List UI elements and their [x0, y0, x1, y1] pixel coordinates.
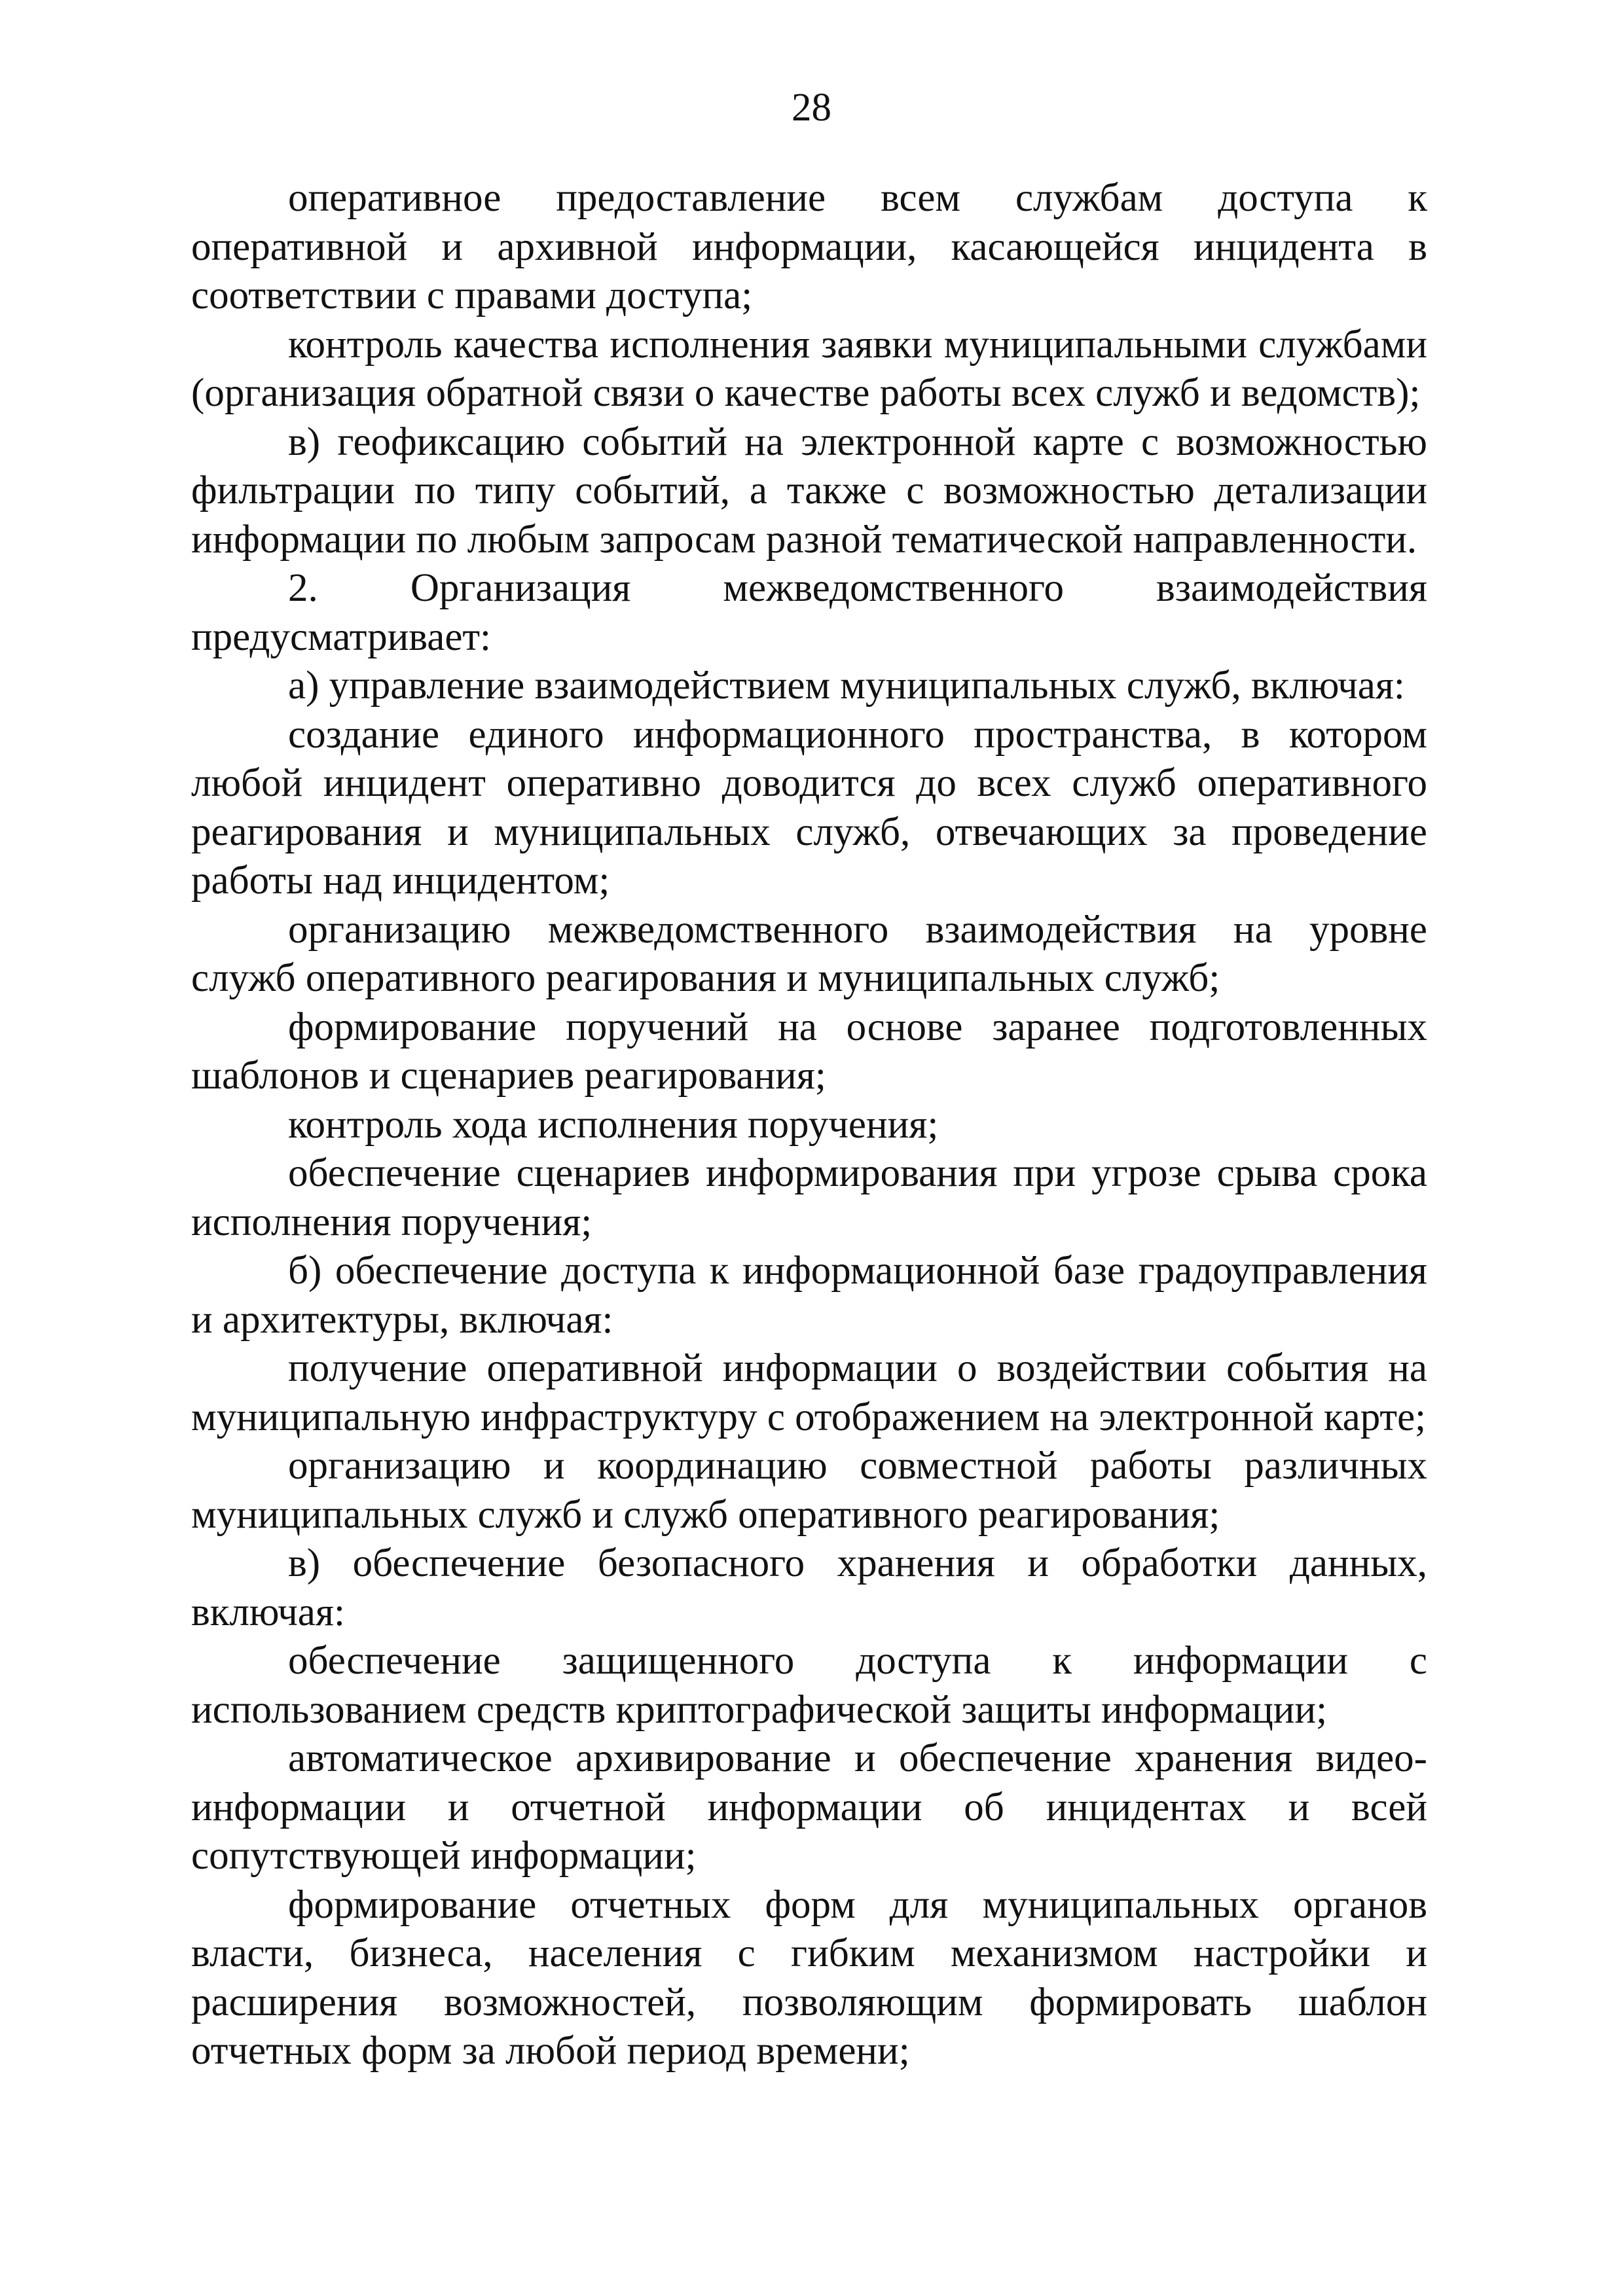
paragraph: организацию межведомственного взаимодействия на уровне служб оперативного реагирования и муниципальных служб;	[191, 907, 1427, 1000]
paragraph: организацию и координацию совместной работы различных муниципальных служб и служб оперативного реагирования;	[191, 1444, 1427, 1537]
paragraph: оперативное предоставление всем службам доступа к оперативной и архивной информации, касающейся инцидента в соответствии с правами доступа;	[191, 176, 1427, 317]
paragraph: контроль качества исполнения заявки муниципальными службами (организация обратной связи о качестве работы всех служб и ведомств);	[191, 322, 1427, 415]
paragraph: 2. Организация межведомственного взаимодействия предусматривает:	[191, 566, 1427, 659]
paragraph: обеспечение защищенного доступа к информации с использованием средств криптографической защиты информации;	[191, 1639, 1427, 1732]
paragraph: формирование отчетных форм для муниципальных органов власти, бизнеса, населения с гибким механизмом настройки и расширения возможностей, позволяющим формировать шаблон отчетных форм за любой период времени;	[191, 1882, 1427, 2073]
paragraph: б) обеспечение доступа к информационной базе градоуправления и архитектуры, включая:	[191, 1249, 1427, 1342]
paragraph: обеспечение сценариев информирования при угрозе срыва срока исполнения поручения;	[191, 1151, 1427, 1244]
paragraph: создание единого информационного пространства, в котором любой инцидент оперативно доводится до всех служб оперативного реагирования и муниципальных служб, отвечающих за проведение работы над инцидентом;	[191, 712, 1427, 903]
paragraph: в) геофиксацию событий на электронной карте с возможностью фильтрации по типу событий, а также с возможностью детализации информации по любым запросам разной тематической направленности.	[191, 420, 1427, 562]
document-body	[191, 174, 1427, 2076]
paragraph: а) управление взаимодействием муниципальных служб, включая:	[288, 664, 1405, 708]
paragraph: автоматическое архивирование и обеспечение хранения видео-информации и отчетной информации об инцидентах и всей сопутствующей информации;	[191, 1736, 1427, 1878]
paragraph: получение оперативной информации о воздействии события на муниципальную инфраструктуру с отображением на электронной карте;	[191, 1346, 1427, 1439]
paragraph: формирование поручений на основе заранее подготовленных шаблонов и сценариев реагирования;	[191, 1005, 1427, 1098]
paragraph: в) обеспечение безопасного хранения и обработки данных, включая:	[191, 1541, 1427, 1634]
paragraph: контроль хода исполнения поручения;	[288, 1102, 939, 1147]
page-number: 28	[792, 86, 831, 130]
